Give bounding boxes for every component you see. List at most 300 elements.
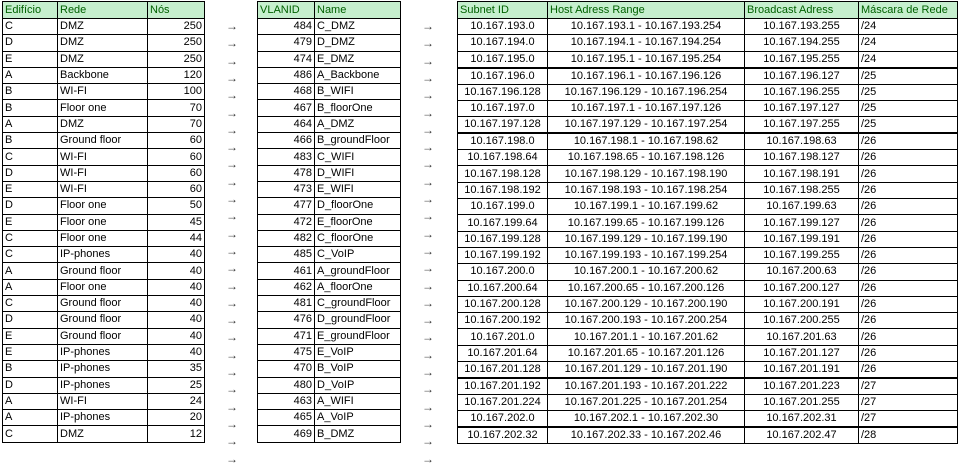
cell-vlanid[interactable]: 476 xyxy=(258,312,315,328)
cell-broadcast[interactable]: 10.167.201.63 xyxy=(745,329,859,345)
cell-subnet-id[interactable]: 10.167.202.0 xyxy=(458,411,548,428)
cell-vlanid[interactable]: 464 xyxy=(258,116,315,132)
cell-subnet-id[interactable]: 10.167.198.64 xyxy=(458,150,548,166)
cell-nos[interactable]: 40 xyxy=(148,279,205,295)
cell-vlanid[interactable]: 482 xyxy=(258,230,315,246)
table-row xyxy=(258,149,401,165)
arrow-right-icon: → xyxy=(226,140,238,155)
cell-rede[interactable]: IP-phones xyxy=(58,410,148,426)
cell-vlanid[interactable]: 470 xyxy=(258,361,315,377)
cell-subnet-id[interactable]: 10.167.198.128 xyxy=(458,166,548,182)
header-edificio[interactable]: Edifício xyxy=(3,2,58,19)
arrow-right-icon: → xyxy=(422,399,434,414)
cell-vlanid[interactable]: 467 xyxy=(258,100,315,116)
cell-rede[interactable]: DMZ xyxy=(58,426,148,442)
cell-broadcast[interactable]: 10.167.197.255 xyxy=(745,117,859,134)
arrow-right-icon: → xyxy=(422,122,434,137)
cell-mask[interactable]: /25 xyxy=(859,100,958,116)
cell-vlanid[interactable]: 472 xyxy=(258,214,315,230)
arrow-right-icon: → xyxy=(226,313,238,328)
cell-broadcast[interactable]: 10.167.200.255 xyxy=(745,313,859,329)
cell-host-range[interactable]: 10.167.195.1 - 10.167.195.254 xyxy=(548,51,745,68)
cell-rede[interactable]: WI-FI xyxy=(58,181,148,197)
cell-subnet-id[interactable]: 10.167.197.0 xyxy=(458,100,548,116)
header-mask[interactable]: Máscara de Rede xyxy=(859,2,958,19)
table-row xyxy=(458,313,958,329)
cell-mask[interactable]: /26 xyxy=(859,362,958,379)
table-row xyxy=(458,247,958,263)
cell-subnet-id[interactable]: 10.167.196.0 xyxy=(458,68,548,85)
cell-edificio[interactable]: A xyxy=(3,116,58,132)
cell-broadcast[interactable]: 10.167.198.191 xyxy=(745,166,859,182)
cell-edificio[interactable]: A xyxy=(3,263,58,279)
cell-host-range[interactable]: 10.167.201.65 - 10.167.201.126 xyxy=(548,345,745,361)
table-row xyxy=(458,150,958,166)
arrow-right-icon: → xyxy=(226,157,238,172)
table-row xyxy=(458,362,958,379)
cell-mask[interactable]: /25 xyxy=(859,68,958,85)
cell-subnet-id[interactable]: 10.167.197.128 xyxy=(458,117,548,134)
cell-host-range[interactable]: 10.167.201.129 - 10.167.201.190 xyxy=(548,362,745,379)
cell-broadcast[interactable]: 10.167.194.255 xyxy=(745,35,859,51)
cell-mask[interactable]: /24 xyxy=(859,19,958,35)
cell-mask[interactable]: /26 xyxy=(859,215,958,231)
cell-mask[interactable]: /27 xyxy=(859,378,958,395)
cell-mask[interactable]: /26 xyxy=(859,247,958,263)
cell-vlanid[interactable]: 477 xyxy=(258,198,315,214)
cell-rede[interactable]: Floor one xyxy=(58,100,148,116)
cell-vlanid[interactable]: 469 xyxy=(258,426,315,442)
table-row xyxy=(258,426,401,442)
cell-rede[interactable]: DMZ xyxy=(58,116,148,132)
cell-nos[interactable]: 40 xyxy=(148,312,205,328)
header-row xyxy=(258,2,401,19)
cell-name[interactable]: D_DMZ xyxy=(315,35,401,51)
cell-mask[interactable]: /26 xyxy=(859,150,958,166)
cell-mask[interactable]: /25 xyxy=(859,117,958,134)
cell-broadcast[interactable]: 10.167.195.255 xyxy=(745,51,859,68)
cell-nos[interactable]: 60 xyxy=(148,133,205,149)
cell-host-range[interactable]: 10.167.201.1 - 10.167.201.62 xyxy=(548,329,745,345)
cell-mask[interactable]: /26 xyxy=(859,313,958,329)
subnet-table xyxy=(457,1,958,444)
cell-host-range[interactable]: 10.167.194.1 - 10.167.194.254 xyxy=(548,35,745,51)
cell-mask[interactable]: /26 xyxy=(859,182,958,198)
cell-vlanid[interactable]: 462 xyxy=(258,279,315,295)
table-row xyxy=(458,280,958,296)
cell-vlanid[interactable]: 486 xyxy=(258,67,315,83)
cell-host-range[interactable]: 10.167.199.129 - 10.167.199.190 xyxy=(548,231,745,247)
cell-rede[interactable]: Floor one xyxy=(58,214,148,230)
table-row xyxy=(3,296,205,312)
cell-rede[interactable]: Ground floor xyxy=(58,263,148,279)
cell-name[interactable]: A_Backbone xyxy=(315,67,401,83)
header-name[interactable]: Name xyxy=(315,2,401,19)
cell-edificio[interactable]: C xyxy=(3,19,58,35)
table-row xyxy=(3,19,205,35)
arrow-right-icon: → xyxy=(422,330,434,345)
cell-edificio[interactable]: C xyxy=(3,149,58,165)
table-row xyxy=(258,67,401,83)
cell-subnet-id[interactable]: 10.167.193.0 xyxy=(458,19,548,35)
cell-host-range[interactable]: 10.167.202.1 - 10.167.202.30 xyxy=(548,411,745,428)
cell-edificio[interactable]: C xyxy=(3,230,58,246)
table-row xyxy=(258,165,401,181)
cell-nos[interactable]: 12 xyxy=(148,426,205,442)
cell-rede[interactable]: Ground floor xyxy=(58,328,148,344)
cell-nos[interactable]: 120 xyxy=(148,67,205,83)
cell-nos[interactable]: 40 xyxy=(148,263,205,279)
cell-mask[interactable]: /25 xyxy=(859,84,958,100)
cell-nos[interactable]: 70 xyxy=(148,116,205,132)
cell-name[interactable]: D_floorOne xyxy=(315,198,401,214)
cell-name[interactable]: E_groundFloor xyxy=(315,328,401,344)
cell-subnet-id[interactable]: 10.167.201.128 xyxy=(458,362,548,379)
cell-rede[interactable]: Ground floor xyxy=(58,296,148,312)
cell-name[interactable]: B_floorOne xyxy=(315,100,401,116)
cell-subnet-id[interactable]: 10.167.198.0 xyxy=(458,133,548,150)
cell-name[interactable]: C_floorOne xyxy=(315,230,401,246)
table-row xyxy=(258,279,401,295)
cell-vlanid[interactable]: 485 xyxy=(258,247,315,263)
cell-host-range[interactable]: 10.167.196.1 - 10.167.196.126 xyxy=(548,68,745,85)
cell-vlanid[interactable]: 475 xyxy=(258,344,315,360)
cell-vlanid[interactable]: 480 xyxy=(258,377,315,393)
cell-name[interactable]: C_DMZ xyxy=(315,19,401,35)
cell-nos[interactable]: 60 xyxy=(148,165,205,181)
cell-broadcast[interactable]: 10.167.201.223 xyxy=(745,378,859,395)
cell-host-range[interactable]: 10.167.199.65 - 10.167.199.126 xyxy=(548,215,745,231)
cell-edificio[interactable]: D xyxy=(3,312,58,328)
cell-broadcast[interactable]: 10.167.198.255 xyxy=(745,182,859,198)
cell-name[interactable]: D_groundFloor xyxy=(315,312,401,328)
cell-broadcast[interactable]: 10.167.193.255 xyxy=(745,19,859,35)
cell-nos[interactable]: 20 xyxy=(148,410,205,426)
cell-mask[interactable]: /26 xyxy=(859,231,958,247)
cell-vlanid[interactable]: 466 xyxy=(258,133,315,149)
cell-name[interactable]: A_DMZ xyxy=(315,116,401,132)
cell-name[interactable]: D_WIFI xyxy=(315,165,401,181)
cell-host-range[interactable]: 10.167.202.33 - 10.167.202.46 xyxy=(548,427,745,444)
cell-vlanid[interactable]: 461 xyxy=(258,263,315,279)
arrow-right-icon: → xyxy=(226,19,238,33)
cell-vlanid[interactable]: 473 xyxy=(258,181,315,197)
cell-host-range[interactable]: 10.167.196.129 - 10.167.196.254 xyxy=(548,84,745,100)
cell-broadcast[interactable]: 10.167.202.31 xyxy=(745,411,859,428)
cell-broadcast[interactable]: 10.167.201.255 xyxy=(745,395,859,411)
table-row xyxy=(458,264,958,280)
cell-nos[interactable]: 250 xyxy=(148,19,205,35)
cell-host-range[interactable]: 10.167.198.193 - 10.167.198.254 xyxy=(548,182,745,198)
arrow-right-icon: → xyxy=(226,174,238,189)
cell-subnet-id[interactable]: 10.167.199.0 xyxy=(458,199,548,215)
table-row xyxy=(3,344,205,360)
cell-mask[interactable]: /27 xyxy=(859,395,958,411)
cell-edificio[interactable]: B xyxy=(3,133,58,149)
cell-edificio[interactable]: A xyxy=(3,279,58,295)
cell-rede[interactable]: Ground floor xyxy=(58,312,148,328)
cell-host-range[interactable]: 10.167.198.1 - 10.167.198.62 xyxy=(548,133,745,150)
cell-host-range[interactable]: 10.167.198.65 - 10.167.198.126 xyxy=(548,150,745,166)
cell-subnet-id[interactable]: 10.167.198.192 xyxy=(458,182,548,198)
cell-nos[interactable]: 40 xyxy=(148,328,205,344)
cell-rede[interactable]: WI-FI xyxy=(58,149,148,165)
cell-edificio[interactable]: E xyxy=(3,344,58,360)
cell-rede[interactable]: DMZ xyxy=(58,35,148,51)
cell-rede[interactable]: WI-FI xyxy=(58,393,148,409)
header-vlanid[interactable]: VLANID xyxy=(258,2,315,19)
table-row xyxy=(258,181,401,197)
table-row xyxy=(3,198,205,214)
table-row xyxy=(3,67,205,83)
cell-name[interactable]: B_VoIP xyxy=(315,361,401,377)
table-row xyxy=(3,51,205,67)
cell-vlanid[interactable]: 465 xyxy=(258,410,315,426)
cell-broadcast[interactable]: 10.167.199.255 xyxy=(745,247,859,263)
cell-subnet-id[interactable]: 10.167.196.128 xyxy=(458,84,548,100)
cell-mask[interactable]: /24 xyxy=(859,51,958,68)
cell-name[interactable]: A_floorOne xyxy=(315,279,401,295)
cell-mask[interactable]: /27 xyxy=(859,411,958,428)
cell-name[interactable]: E_WIFI xyxy=(315,181,401,197)
cell-subnet-id[interactable]: 10.167.201.0 xyxy=(458,329,548,345)
cell-nos[interactable]: 40 xyxy=(148,296,205,312)
table-row xyxy=(458,68,958,85)
cell-edificio[interactable]: B xyxy=(3,361,58,377)
cell-vlanid[interactable]: 463 xyxy=(258,393,315,409)
cell-broadcast[interactable]: 10.167.201.191 xyxy=(745,362,859,379)
cell-mask[interactable]: /26 xyxy=(859,329,958,345)
cell-edificio[interactable]: D xyxy=(3,198,58,214)
cell-subnet-id[interactable]: 10.167.202.32 xyxy=(458,427,548,444)
arrow-right-icon: → xyxy=(422,261,434,276)
cell-nos[interactable]: 100 xyxy=(148,84,205,100)
cell-name[interactable]: B_DMZ xyxy=(315,426,401,442)
cell-subnet-id[interactable]: 10.167.199.192 xyxy=(458,247,548,263)
cell-name[interactable]: A_VoIP xyxy=(315,410,401,426)
cell-name[interactable]: B_WIFI xyxy=(315,84,401,100)
cell-nos[interactable]: 45 xyxy=(148,214,205,230)
cell-edificio[interactable]: B xyxy=(3,100,58,116)
header-nos[interactable]: Nós xyxy=(148,2,205,19)
cell-vlanid[interactable]: 474 xyxy=(258,51,315,67)
cell-name[interactable]: C_groundFloor xyxy=(315,296,401,312)
cell-rede[interactable]: IP-phones xyxy=(58,247,148,263)
cell-subnet-id[interactable]: 10.167.201.224 xyxy=(458,395,548,411)
cell-name[interactable]: C_WIFI xyxy=(315,149,401,165)
table-row xyxy=(3,312,205,328)
cell-rede[interactable]: Floor one xyxy=(58,230,148,246)
table-row xyxy=(258,19,401,35)
cell-name[interactable]: B_groundFloor xyxy=(315,133,401,149)
cell-broadcast[interactable]: 10.167.197.127 xyxy=(745,100,859,116)
cell-broadcast[interactable]: 10.167.199.63 xyxy=(745,199,859,215)
cell-mask[interactable]: /26 xyxy=(859,133,958,150)
cell-host-range[interactable]: 10.167.197.1 - 10.167.197.126 xyxy=(548,100,745,116)
table-row xyxy=(3,279,205,295)
cell-subnet-id[interactable]: 10.167.200.0 xyxy=(458,264,548,280)
cell-subnet-id[interactable]: 10.167.195.0 xyxy=(458,51,548,68)
arrow-right-icon: → xyxy=(422,451,434,466)
cell-edificio[interactable]: E xyxy=(3,51,58,67)
cell-subnet-id[interactable]: 10.167.199.128 xyxy=(458,231,548,247)
cell-subnet-id[interactable]: 10.167.200.192 xyxy=(458,313,548,329)
cell-name[interactable]: E_floorOne xyxy=(315,214,401,230)
table-row xyxy=(458,19,958,35)
cell-nos[interactable]: 44 xyxy=(148,230,205,246)
cell-mask[interactable]: /26 xyxy=(859,199,958,215)
arrow-right-icon: → xyxy=(422,295,434,310)
cell-rede[interactable]: Backbone xyxy=(58,67,148,83)
cell-nos[interactable]: 25 xyxy=(148,377,205,393)
table-row xyxy=(3,426,205,442)
cell-broadcast[interactable]: 10.167.196.127 xyxy=(745,68,859,85)
cell-host-range[interactable]: 10.167.200.193 - 10.167.200.254 xyxy=(548,313,745,329)
cell-rede[interactable]: Ground floor xyxy=(58,133,148,149)
cell-edificio[interactable]: D xyxy=(3,165,58,181)
cell-nos[interactable]: 50 xyxy=(148,198,205,214)
cell-broadcast[interactable]: 10.167.200.191 xyxy=(745,296,859,312)
arrow-right-icon: → xyxy=(422,70,434,85)
cell-host-range[interactable]: 10.167.201.193 - 10.167.201.222 xyxy=(548,378,745,395)
cell-nos[interactable]: 40 xyxy=(148,344,205,360)
cell-host-range[interactable]: 10.167.199.1 - 10.167.199.62 xyxy=(548,199,745,215)
cell-subnet-id[interactable]: 10.167.200.64 xyxy=(458,280,548,296)
cell-subnet-id[interactable]: 10.167.194.0 xyxy=(458,35,548,51)
cell-nos[interactable]: 24 xyxy=(148,393,205,409)
cell-broadcast[interactable]: 10.167.196.255 xyxy=(745,84,859,100)
cell-vlanid[interactable]: 484 xyxy=(258,19,315,35)
cell-name[interactable]: D_VoIP xyxy=(315,377,401,393)
cell-nos[interactable]: 250 xyxy=(148,35,205,51)
header-subnet-id[interactable]: Subnet ID xyxy=(458,2,548,19)
cell-edificio[interactable]: D xyxy=(3,35,58,51)
table-row xyxy=(258,344,401,360)
cell-mask[interactable]: /26 xyxy=(859,345,958,361)
cell-host-range[interactable]: 10.167.200.65 - 10.167.200.126 xyxy=(548,280,745,296)
header-host-range[interactable]: Host Adress Range xyxy=(548,2,745,19)
cell-broadcast[interactable]: 10.167.199.191 xyxy=(745,231,859,247)
cell-rede[interactable]: IP-phones xyxy=(58,344,148,360)
cell-host-range[interactable]: 10.167.193.1 - 10.167.193.254 xyxy=(548,19,745,35)
cell-rede[interactable]: Floor one xyxy=(58,279,148,295)
cell-mask[interactable]: /26 xyxy=(859,280,958,296)
cell-mask[interactable]: /26 xyxy=(859,166,958,182)
cell-subnet-id[interactable]: 10.167.201.64 xyxy=(458,345,548,361)
cell-name[interactable]: A_groundFloor xyxy=(315,263,401,279)
cell-mask[interactable]: /26 xyxy=(859,264,958,280)
cell-broadcast[interactable]: 10.167.198.63 xyxy=(745,133,859,150)
cell-vlanid[interactable]: 483 xyxy=(258,149,315,165)
cell-broadcast[interactable]: 10.167.201.127 xyxy=(745,345,859,361)
table-row xyxy=(258,377,401,393)
cell-name[interactable]: E_DMZ xyxy=(315,51,401,67)
cell-name[interactable]: C_VoIP xyxy=(315,247,401,263)
cell-edificio[interactable]: E xyxy=(3,214,58,230)
table-row xyxy=(258,198,401,214)
cell-vlanid[interactable]: 481 xyxy=(258,296,315,312)
cell-subnet-id[interactable]: 10.167.200.128 xyxy=(458,296,548,312)
cell-broadcast[interactable]: 10.167.202.47 xyxy=(745,427,859,444)
cell-edificio[interactable]: A xyxy=(3,410,58,426)
cell-rede[interactable]: DMZ xyxy=(58,51,148,67)
cell-vlanid[interactable]: 478 xyxy=(258,165,315,181)
cell-edificio[interactable]: A xyxy=(3,67,58,83)
cell-host-range[interactable]: 10.167.200.129 - 10.167.200.190 xyxy=(548,296,745,312)
table-row xyxy=(3,133,205,149)
cell-mask[interactable]: /28 xyxy=(859,427,958,444)
cell-rede[interactable]: WI-FI xyxy=(58,84,148,100)
cell-rede[interactable]: IP-phones xyxy=(58,361,148,377)
cell-edificio[interactable]: A xyxy=(3,393,58,409)
table-row xyxy=(3,393,205,409)
cell-vlanid[interactable]: 471 xyxy=(258,328,315,344)
cell-rede[interactable]: IP-phones xyxy=(58,377,148,393)
header-broadcast[interactable]: Broadcast Adress xyxy=(745,2,859,19)
cell-host-range[interactable]: 10.167.199.193 - 10.167.199.254 xyxy=(548,247,745,263)
cell-broadcast[interactable]: 10.167.200.63 xyxy=(745,264,859,280)
arrow-right-icon: → xyxy=(422,243,434,258)
cell-edificio[interactable]: B xyxy=(3,84,58,100)
cell-edificio[interactable]: E xyxy=(3,328,58,344)
cell-nos[interactable]: 40 xyxy=(148,247,205,263)
cell-broadcast[interactable]: 10.167.200.127 xyxy=(745,280,859,296)
table-row xyxy=(258,361,401,377)
arrow-right-icon: → xyxy=(422,313,434,328)
cell-mask[interactable]: /24 xyxy=(859,35,958,51)
table-row xyxy=(3,35,205,51)
cell-host-range[interactable]: 10.167.198.129 - 10.167.198.190 xyxy=(548,166,745,182)
table-row xyxy=(3,165,205,181)
cell-edificio[interactable]: C xyxy=(3,247,58,263)
table-row xyxy=(258,214,401,230)
cell-rede[interactable]: WI-FI xyxy=(58,165,148,181)
cell-nos[interactable]: 35 xyxy=(148,361,205,377)
table-row xyxy=(458,411,958,428)
cell-nos[interactable]: 70 xyxy=(148,100,205,116)
cell-nos[interactable]: 60 xyxy=(148,181,205,197)
arrow-right-icon: → xyxy=(422,365,434,379)
cell-broadcast[interactable]: 10.167.198.127 xyxy=(745,150,859,166)
cell-name[interactable]: A_WIFI xyxy=(315,393,401,409)
arrow-right-icon: → xyxy=(422,192,434,206)
cell-subnet-id[interactable]: 10.167.201.192 xyxy=(458,378,548,395)
cell-name[interactable]: E_VoIP xyxy=(315,344,401,360)
arrow-right-icon: → xyxy=(226,295,238,310)
cell-nos[interactable]: 250 xyxy=(148,51,205,67)
cell-vlanid[interactable]: 468 xyxy=(258,84,315,100)
cell-mask[interactable]: /26 xyxy=(859,296,958,312)
cell-vlanid[interactable]: 479 xyxy=(258,35,315,51)
cell-edificio[interactable]: C xyxy=(3,296,58,312)
cell-edificio[interactable]: E xyxy=(3,181,58,197)
cell-host-range[interactable]: 10.167.201.225 - 10.167.201.254 xyxy=(548,395,745,411)
cell-edificio[interactable]: D xyxy=(3,377,58,393)
table-row xyxy=(258,133,401,149)
header-rede[interactable]: Rede xyxy=(58,2,148,19)
cell-host-range[interactable]: 10.167.197.129 - 10.167.197.254 xyxy=(548,117,745,134)
table-row xyxy=(258,393,401,409)
cell-rede[interactable]: DMZ xyxy=(58,19,148,35)
cell-rede[interactable]: Floor one xyxy=(58,198,148,214)
table-row xyxy=(458,84,958,100)
cell-broadcast[interactable]: 10.167.199.127 xyxy=(745,215,859,231)
cell-subnet-id[interactable]: 10.167.199.64 xyxy=(458,215,548,231)
arrow-right-icon: → xyxy=(226,226,238,241)
cell-edificio[interactable]: C xyxy=(3,426,58,442)
cell-nos[interactable]: 60 xyxy=(148,149,205,165)
cell-host-range[interactable]: 10.167.200.1 - 10.167.200.62 xyxy=(548,264,745,280)
